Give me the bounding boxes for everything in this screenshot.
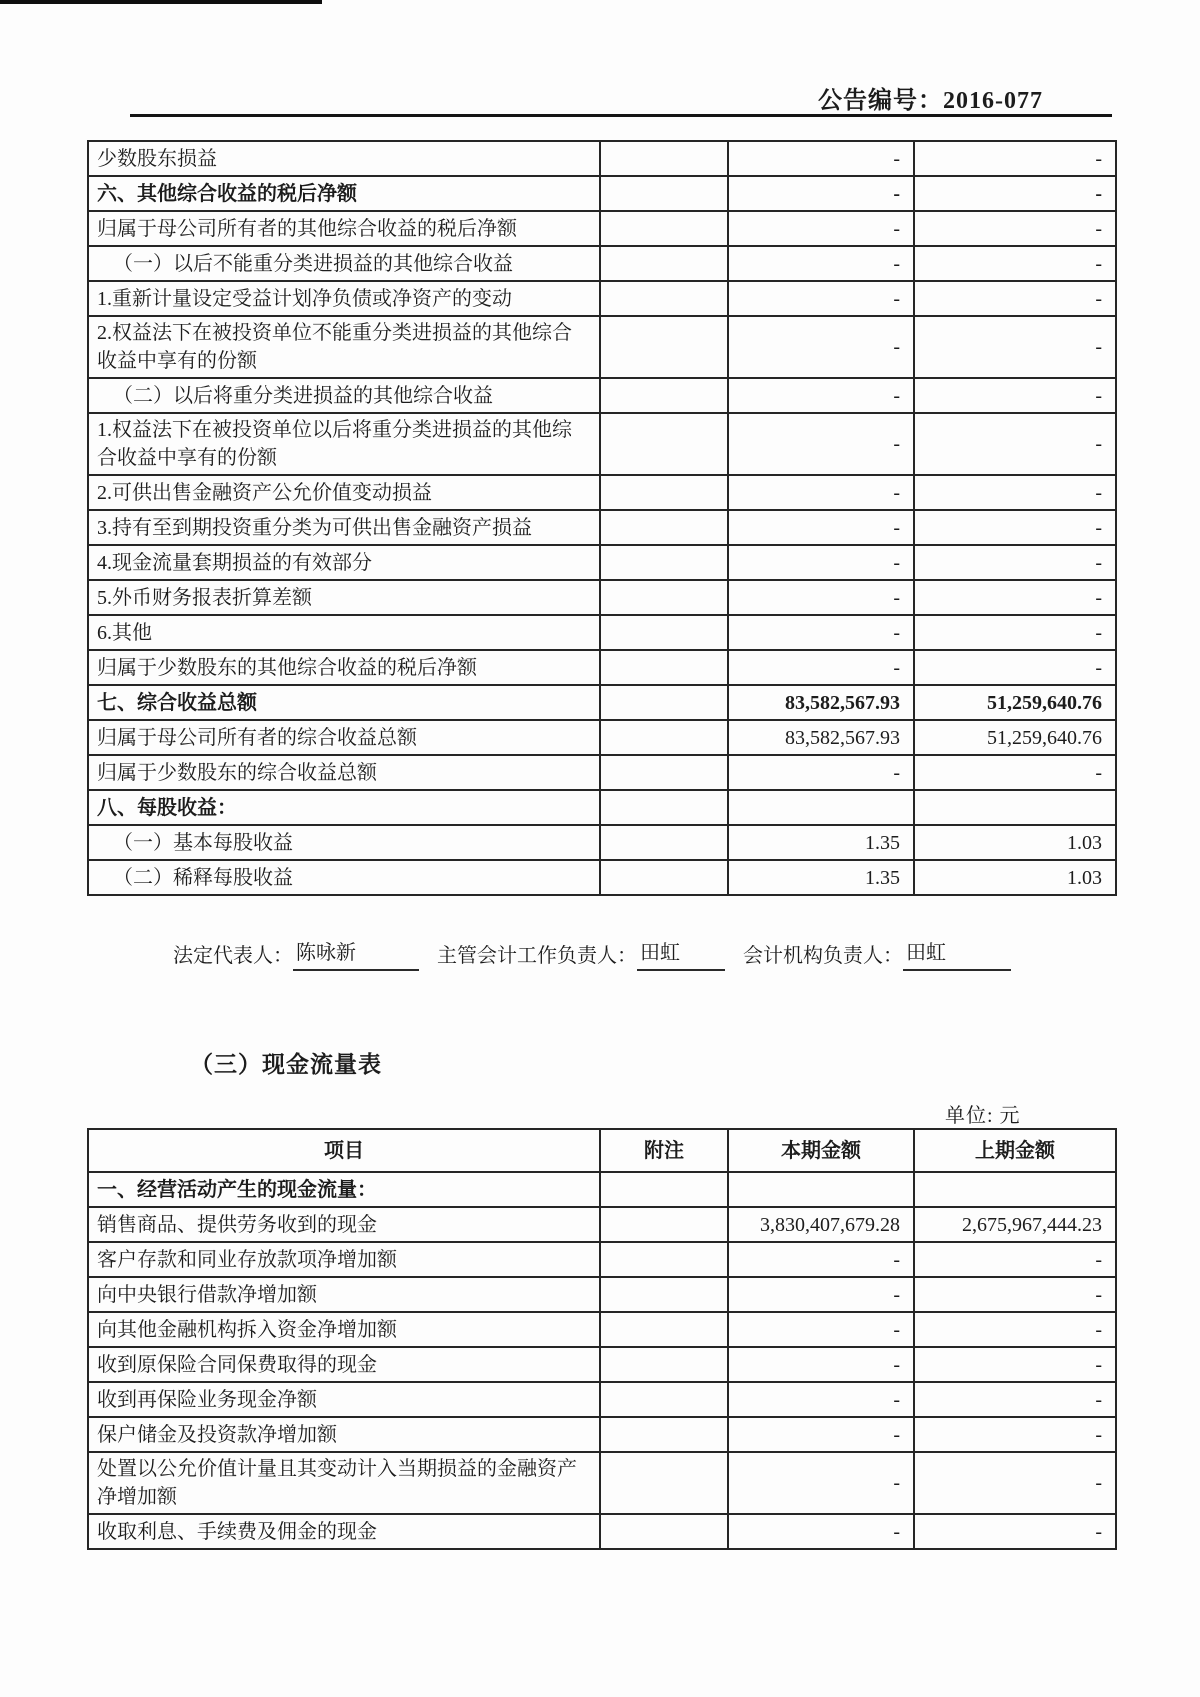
- table-row: [88, 1172, 1116, 1207]
- note-cell: [600, 860, 728, 895]
- note-cell: [600, 1347, 728, 1382]
- current-amount-cell: [728, 1172, 914, 1207]
- note-cell: [600, 1172, 728, 1207]
- note-cell: [600, 720, 728, 755]
- row-label: 收到再保险业务现金净额: [88, 1382, 600, 1417]
- previous-amount-cell: 2,675,967,444.23: [914, 1207, 1116, 1242]
- previous-amount-cell: -: [914, 510, 1116, 545]
- current-amount-cell: -: [728, 176, 914, 211]
- previous-amount-cell: -: [914, 316, 1116, 378]
- note-cell: [600, 141, 728, 176]
- previous-amount-cell: -: [914, 176, 1116, 211]
- table-row: [88, 1242, 1116, 1277]
- column-header-item: 项目: [88, 1129, 600, 1172]
- note-cell: [600, 1514, 728, 1549]
- current-amount-cell: [728, 790, 914, 825]
- note-cell: [600, 1277, 728, 1312]
- legal-representative-group: [173, 938, 419, 971]
- previous-amount-cell: -: [914, 211, 1116, 246]
- accounting-dept-head-group: [743, 938, 1011, 971]
- row-label: 收取利息、手续费及佣金的现金: [88, 1514, 600, 1549]
- table-row: [88, 545, 1116, 580]
- note-cell: [600, 281, 728, 316]
- current-amount-cell: -: [728, 1452, 914, 1514]
- previous-amount-cell: -: [914, 1382, 1116, 1417]
- previous-amount-cell: -: [914, 141, 1116, 176]
- row-label: （一）基本每股收益: [88, 825, 600, 860]
- table-row: [88, 1382, 1116, 1417]
- note-cell: [600, 413, 728, 475]
- note-cell: [600, 316, 728, 378]
- current-amount-cell: 3,830,407,679.28: [728, 1207, 914, 1242]
- row-label: 收到原保险合同保费取得的现金: [88, 1347, 600, 1382]
- current-amount-cell: -: [728, 1417, 914, 1452]
- chief-accountant-label: 主管会计工作负责人：: [437, 945, 637, 967]
- table-row: [88, 281, 1116, 316]
- current-amount-cell: 83,582,567.93: [728, 720, 914, 755]
- previous-amount-cell: -: [914, 615, 1116, 650]
- current-amount-cell: -: [728, 755, 914, 790]
- previous-amount-cell: -: [914, 378, 1116, 413]
- note-cell: [600, 1312, 728, 1347]
- row-label: 1.重新计量设定受益计划净负债或净资产的变动: [88, 281, 600, 316]
- previous-amount-cell: -: [914, 580, 1116, 615]
- current-amount-cell: -: [728, 316, 914, 378]
- previous-amount-cell: -: [914, 475, 1116, 510]
- table-row: [88, 1312, 1116, 1347]
- column-header-note: 附注: [600, 1129, 728, 1172]
- table-row: [88, 316, 1116, 378]
- previous-amount-cell: -: [914, 1312, 1116, 1347]
- current-amount-cell: -: [728, 281, 914, 316]
- notice-number: 公告编号：2016-077: [818, 88, 1043, 114]
- row-label: （二）以后将重分类进损益的其他综合收益: [88, 378, 600, 413]
- accounting-dept-head-label: 会计机构负责人：: [743, 945, 903, 967]
- previous-amount-cell: -: [914, 281, 1116, 316]
- note-cell: [600, 1382, 728, 1417]
- signature-underline: [949, 943, 1011, 971]
- row-label: 处置以公允价值计量且其变动计入当期损益的金融资产净增加额: [88, 1452, 600, 1514]
- note-cell: [600, 1207, 728, 1242]
- row-label: 6.其他: [88, 615, 600, 650]
- note-cell: [600, 825, 728, 860]
- column-header-current-amount: 本期金额: [728, 1129, 914, 1172]
- current-amount-cell: -: [728, 378, 914, 413]
- table-row: [88, 580, 1116, 615]
- current-amount-cell: -: [728, 1514, 914, 1549]
- note-cell: [600, 790, 728, 825]
- table-row: [88, 615, 1116, 650]
- previous-amount-cell: -: [914, 246, 1116, 281]
- previous-amount-cell: [914, 1172, 1116, 1207]
- row-label: （二）稀释每股收益: [88, 860, 600, 895]
- current-amount-cell: -: [728, 650, 914, 685]
- table-row: [88, 378, 1116, 413]
- row-label: 七、综合收益总额: [88, 685, 600, 720]
- table-header-row: [88, 1129, 1116, 1172]
- current-amount-cell: -: [728, 211, 914, 246]
- current-amount-cell: -: [728, 615, 914, 650]
- note-cell: [600, 475, 728, 510]
- row-label: 向其他金融机构拆入资金净增加额: [88, 1312, 600, 1347]
- previous-amount-cell: -: [914, 755, 1116, 790]
- table-row: [88, 825, 1116, 860]
- chief-accountant-name: 田虹: [637, 938, 683, 971]
- legal-representative-label: 法定代表人：: [173, 945, 293, 967]
- current-amount-cell: -: [728, 475, 914, 510]
- scan-artifact-bar: [0, 0, 322, 4]
- row-label: 1.权益法下在被投资单位以后将重分类进损益的其他综合收益中享有的份额: [88, 413, 600, 475]
- note-cell: [600, 1242, 728, 1277]
- column-header-previous-amount: 上期金额: [914, 1129, 1116, 1172]
- table-row: [88, 141, 1116, 176]
- row-label: 八、每股收益：: [88, 790, 600, 825]
- table-row: [88, 1514, 1116, 1549]
- previous-amount-cell: -: [914, 1452, 1116, 1514]
- current-amount-cell: 1.35: [728, 860, 914, 895]
- previous-amount-cell: -: [914, 413, 1116, 475]
- previous-amount-cell: 51,259,640.76: [914, 685, 1116, 720]
- previous-amount-cell: -: [914, 1514, 1116, 1549]
- previous-amount-cell: -: [914, 650, 1116, 685]
- table-row: [88, 790, 1116, 825]
- note-cell: [600, 1417, 728, 1452]
- row-label: 4.现金流量套期损益的有效部分: [88, 545, 600, 580]
- table-row: [88, 720, 1116, 755]
- table-row: [88, 755, 1116, 790]
- note-cell: [600, 1452, 728, 1514]
- income-statement-table: [87, 140, 1117, 896]
- current-amount-cell: -: [728, 246, 914, 281]
- legal-representative-name: 陈咏新: [293, 938, 359, 971]
- section-title: （三）现金流量表: [190, 1052, 382, 1077]
- previous-amount-cell: -: [914, 1242, 1116, 1277]
- current-amount-cell: -: [728, 1382, 914, 1417]
- accounting-dept-head-name: 田虹: [903, 938, 949, 971]
- row-label: 少数股东损益: [88, 141, 600, 176]
- chief-accountant-group: [437, 938, 725, 971]
- table-row: [88, 1347, 1116, 1382]
- row-label: 客户存款和同业存放款项净增加额: [88, 1242, 600, 1277]
- note-cell: [600, 755, 728, 790]
- current-amount-cell: 83,582,567.93: [728, 685, 914, 720]
- signature-underline: [683, 943, 725, 971]
- table-row: [88, 1207, 1116, 1242]
- previous-amount-cell: -: [914, 1347, 1116, 1382]
- current-amount-cell: -: [728, 1312, 914, 1347]
- row-label: 归属于母公司所有者的综合收益总额: [88, 720, 600, 755]
- previous-amount-cell: 1.03: [914, 825, 1116, 860]
- header-rule: [130, 114, 1112, 117]
- note-cell: [600, 378, 728, 413]
- note-cell: [600, 650, 728, 685]
- row-label: 5.外币财务报表折算差额: [88, 580, 600, 615]
- table-row: [88, 176, 1116, 211]
- row-label: 2.权益法下在被投资单位不能重分类进损益的其他综合收益中享有的份额: [88, 316, 600, 378]
- row-label: 归属于少数股东的综合收益总额: [88, 755, 600, 790]
- table-row: [88, 1452, 1116, 1514]
- note-cell: [600, 545, 728, 580]
- row-label: 销售商品、提供劳务收到的现金: [88, 1207, 600, 1242]
- note-cell: [600, 246, 728, 281]
- table-row: [88, 685, 1116, 720]
- current-amount-cell: -: [728, 1347, 914, 1382]
- current-amount-cell: -: [728, 413, 914, 475]
- table-row: [88, 413, 1116, 475]
- signature-underline: [359, 943, 419, 971]
- current-amount-cell: -: [728, 580, 914, 615]
- table-row: [88, 1277, 1116, 1312]
- note-cell: [600, 580, 728, 615]
- previous-amount-cell: 51,259,640.76: [914, 720, 1116, 755]
- signature-line: [173, 938, 1011, 971]
- current-amount-cell: 1.35: [728, 825, 914, 860]
- current-amount-cell: -: [728, 141, 914, 176]
- current-amount-cell: -: [728, 545, 914, 580]
- row-label: 归属于母公司所有者的其他综合收益的税后净额: [88, 211, 600, 246]
- note-cell: [600, 176, 728, 211]
- table-row: [88, 211, 1116, 246]
- table-row: [88, 246, 1116, 281]
- table-row: [88, 510, 1116, 545]
- note-cell: [600, 211, 728, 246]
- table-row: [88, 650, 1116, 685]
- row-label: 保户储金及投资款净增加额: [88, 1417, 600, 1452]
- row-label: 六、其他综合收益的税后净额: [88, 176, 600, 211]
- previous-amount-cell: -: [914, 1417, 1116, 1452]
- cash-flow-table: [87, 1128, 1117, 1550]
- row-label: 一、经营活动产生的现金流量：: [88, 1172, 600, 1207]
- row-label: 归属于少数股东的其他综合收益的税后净额: [88, 650, 600, 685]
- previous-amount-cell: [914, 790, 1116, 825]
- table-row: [88, 1417, 1116, 1452]
- note-cell: [600, 510, 728, 545]
- table-row: [88, 475, 1116, 510]
- previous-amount-cell: -: [914, 545, 1116, 580]
- row-label: 2.可供出售金融资产公允价值变动损益: [88, 475, 600, 510]
- table-row: [88, 860, 1116, 895]
- current-amount-cell: -: [728, 1277, 914, 1312]
- current-amount-cell: -: [728, 1242, 914, 1277]
- previous-amount-cell: -: [914, 1277, 1116, 1312]
- unit-label: 单位: 元: [945, 1105, 1021, 1127]
- previous-amount-cell: 1.03: [914, 860, 1116, 895]
- current-amount-cell: -: [728, 510, 914, 545]
- row-label: （一）以后不能重分类进损益的其他综合收益: [88, 246, 600, 281]
- note-cell: [600, 615, 728, 650]
- row-label: 向中央银行借款净增加额: [88, 1277, 600, 1312]
- note-cell: [600, 685, 728, 720]
- row-label: 3.持有至到期投资重分类为可供出售金融资产损益: [88, 510, 600, 545]
